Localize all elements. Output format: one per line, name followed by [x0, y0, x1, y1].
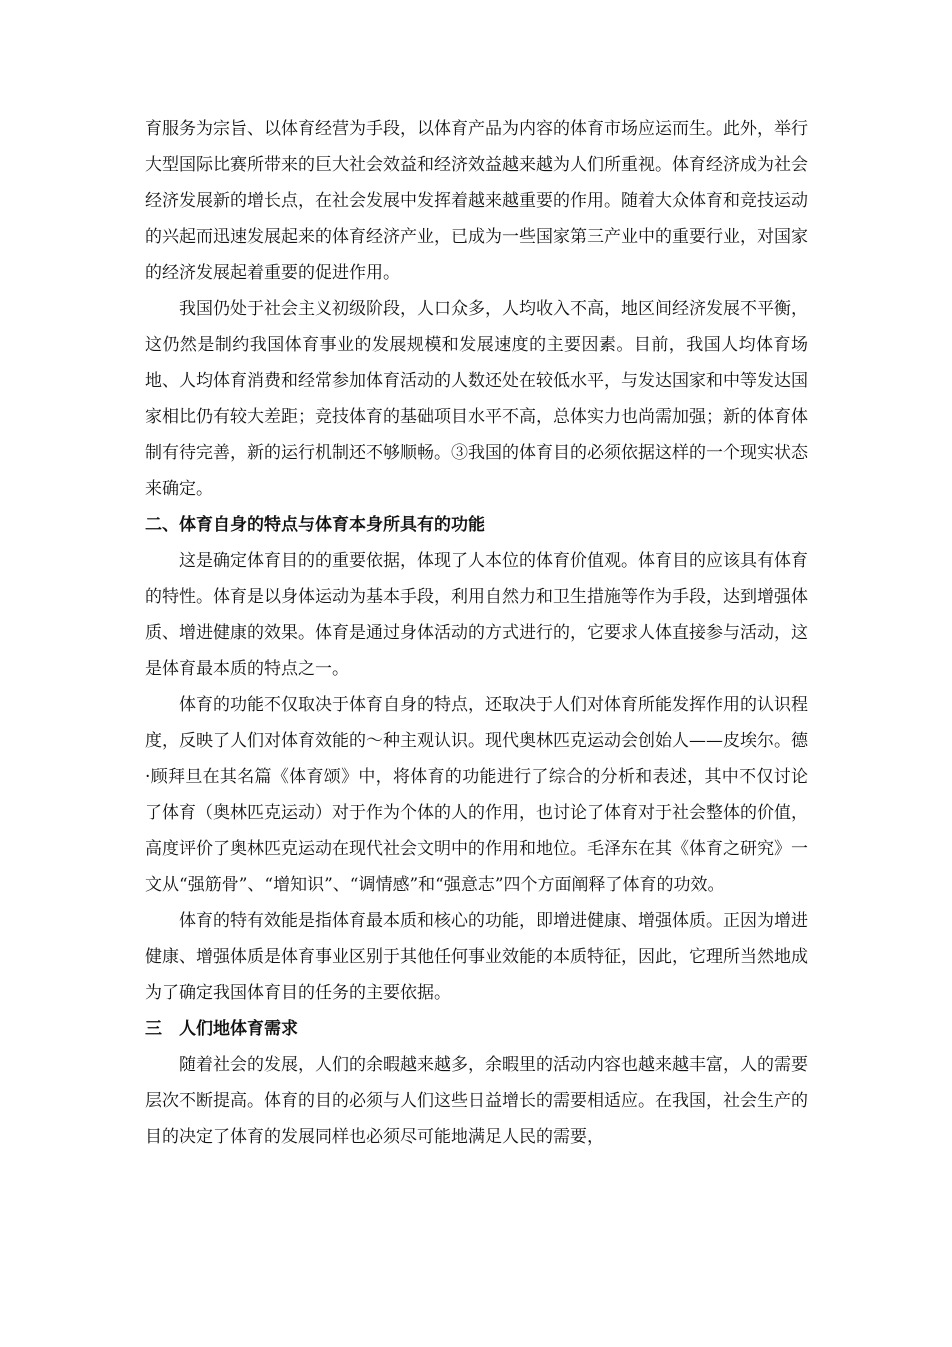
- section-heading-3: 三 人们地体育需求: [145, 1019, 298, 1039]
- paragraph-special-effects: 体育的特有效能是指体育最本质和核心的功能，即增进健康、增强体质。正因为增进健康、增强体质是体育事业区别于其他任何事业效能的本质特征，因此，它理所当然地成为了确定我国体育目的任务的主要依据。: [145, 911, 808, 1003]
- paragraph-sports-needs: 随着社会的发展，人们的余暇越来越多，余暇里的活动内容也越来越丰富，人的需要层次不断提高。体育的目的必须与人们这些日益增长的需要相适应。在我国，社会生产的目的决定了体育的发展同样也必须尽可能地满足人民的需要，: [145, 1055, 808, 1147]
- paragraph-sports-economy: 育服务为宗旨、以体育经营为手段，以体育产品为内容的体育市场应运而生。此外，举行大型国际比赛所带来的巨大社会效益和经济效益越来越为人们所重视。体育经济成为社会经济发展新的增长点，在社会发展中发挥着越来越重要的作用。随着大众体育和竞技运动的兴起而迅速发展起来的体育经济产业，已成为一些国家第三产业中的重要行业，对国家的经济发展起着重要的促进作用。: [145, 119, 808, 283]
- paragraph-sports-functions: 体育的功能不仅取决于体育自身的特点，还取决于人们对体育所能发挥作用的认识程度，反映了人们对体育效能的～种主观认识。现代奥林匹克运动会创始人——皮埃尔。德·顾拜旦在其名篇《体育颂》中，将体育的功能进行了综合的分析和表述，其中不仅讨论了体育（奥林匹克运动）对于作为个体的人的作用，也讨论了体育对于社会整体的价值，高度评价了奥林匹克运动在现代社会文明中的作用和地位。毛泽东在其《体育之研究》一文从“强筋骨”、“增知识”、“调情感”和“强意志”四个方面阐释了体育的功效。: [145, 695, 808, 895]
- paragraph-sports-characteristics: 这是确定体育目的的重要依据，体现了人本位的体育价值观。体育目的应该具有体育的特性。体育是以身体运动为基本手段，利用自然力和卫生措施等作为手段，达到增强体质、增进健康的效果。体育是通过身体活动的方式进行的，它要求人体直接参与活动，这是体育最本质的特点之一。: [145, 551, 808, 679]
- section-heading-2: 二、体育自身的特点与体育本身所具有的功能: [145, 515, 485, 535]
- paragraph-national-conditions: 我国仍处于社会主义初级阶段，人口众多，人均收入不高，地区间经济发展不平衡，这仍然是制约我国体育事业的发展规模和发展速度的主要因素。目前，我国人均体育场地、人均体育消费和经常参加体育活动的人数还处在较低水平，与发达国家和中等发达国家相比仍有较大差距；竞技体育的基础项目水平不高，总体实力也尚需加强；新的体育体制有待完善，新的运行机制还不够顺畅。③我国的体育目的必须依据这样的一个现实状态来确定。: [145, 299, 808, 499]
